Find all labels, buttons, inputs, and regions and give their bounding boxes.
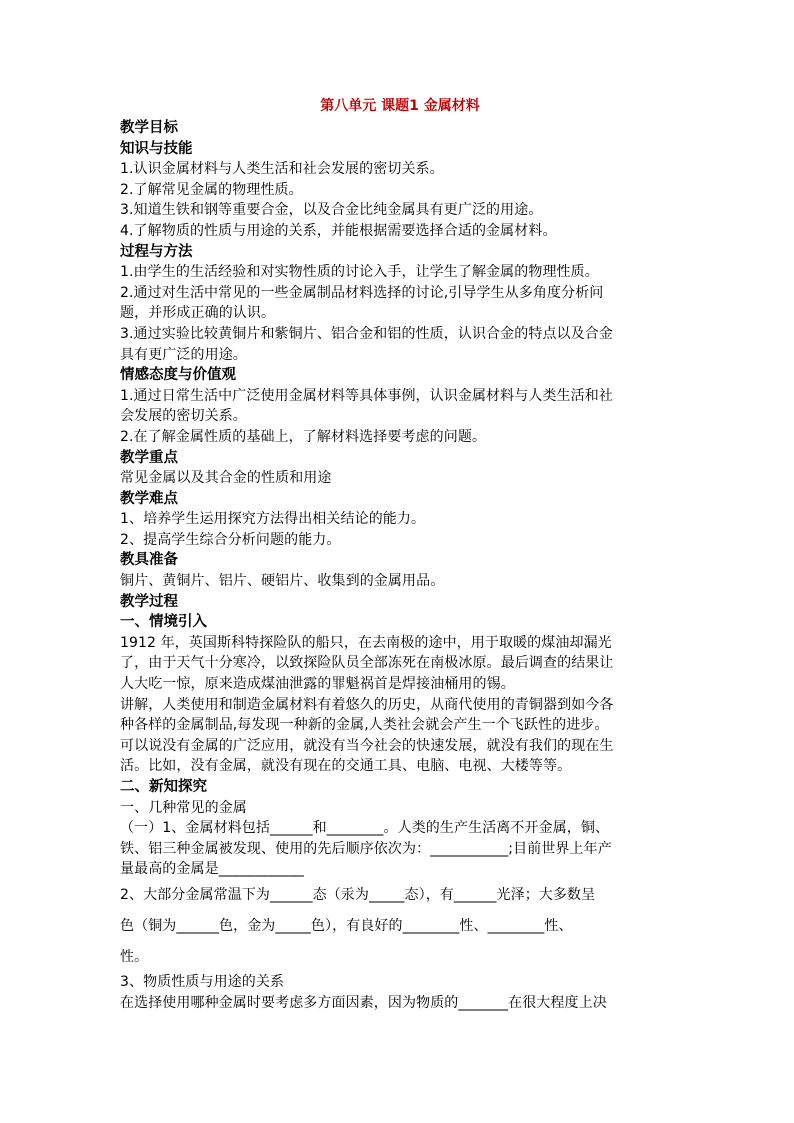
- text-line: 3.通过实验比较黄铜片和紫铜片、铝合金和铝的性质，认识合金的特点以及合金: [120, 325, 613, 342]
- text-line: 3.知道生铁和钢等重要合金，以及合金比纯金属具有更广泛的用途。: [120, 202, 543, 219]
- text-line: 2.了解常见金属的物理性质。: [120, 181, 303, 198]
- text-line: 人大吃一惊，原来造成煤油泄露的罪魁祸首是焊接油桶用的锡。: [120, 676, 515, 693]
- heading-difficulties: 教学难点: [120, 490, 178, 507]
- heading-teaching-goals: 教学目标: [120, 120, 178, 136]
- fill-in-question: 性。: [120, 948, 149, 965]
- fill-in-question: （一）1、金属材料包括______和________。人类的生产生活离不开金属，铜、: [120, 820, 610, 837]
- heading-knowledge-skills: 知识与技能: [120, 140, 193, 157]
- text-line: 4.了解物质的性质与用途的关系，并能根据需要选择合适的金属材料。: [120, 222, 557, 239]
- text-line: 种各样的金属制品,每发现一种新的金属,人类社会就会产生一个飞跃性的进步。: [120, 717, 609, 734]
- page-title: 第八单元 课题1 金属材料: [320, 98, 480, 114]
- heading-attitude-values: 情感态度与价值观: [120, 367, 236, 384]
- text-line: 1.由学生的生活经验和对实物性质的讨论入手，让学生了解金属的物理性质。: [120, 264, 599, 281]
- text-line: 常见金属以及其合金的性质和用途: [120, 470, 332, 487]
- heading-introduction: 一、情境引入: [120, 614, 207, 631]
- text-line: 一、几种常见的金属: [120, 799, 247, 816]
- text-line: 铜片、黄铜片、铝片、硬铝片、收集到的金属用品。: [120, 573, 445, 590]
- text-line: 1912 年，英国斯科特探险队的船只，在去南极的途中，用于取暖的煤油却漏光: [120, 634, 612, 651]
- document-page: [120, 96, 680, 1013]
- fill-in-question: 2、大部分金属常温下为______态（汞为_____态），有______光泽；大多数呈: [120, 886, 596, 903]
- text-line: 了，由于天气十分寒冷，以致探险队员全部冻死在南极冰原。最后调查的结果让: [120, 655, 614, 672]
- text-line: 2.在了解金属性质的基础上，了解材料选择要考虑的问题。: [120, 428, 487, 445]
- heading-new-knowledge: 二、新知探究: [120, 779, 207, 795]
- text-line: 题，并形成正确的认识。: [120, 305, 276, 322]
- heading-key-points: 教学重点: [120, 449, 178, 466]
- text-line: 讲解，人类使用和制造金属材料有着悠久的历史，从商代使用的青铜器到如今各: [120, 696, 614, 713]
- text-line: 在选择使用哪种金属时要考虑多方面因素，因为物质的_______在很大程度上决: [120, 994, 607, 1011]
- heading-process-method: 过程与方法: [120, 243, 193, 260]
- text-line: 3、物质性质与用途的关系: [120, 973, 285, 990]
- fill-in-question: 色（铜为______色，金为_____色），有良好的________性、________性、: [120, 917, 573, 934]
- heading-materials: 教具准备: [120, 552, 178, 569]
- text-line: 会发展的密切关系。: [120, 408, 247, 425]
- fill-in-question: 铁、铝三种金属被发现、使用的先后顺序依次为：___________;目前世界上年产: [120, 840, 612, 857]
- text-line: 2.通过对生活中常见的一些金属制品材料选择的讨论,引导学生从多角度分析问: [120, 284, 604, 301]
- text-line: 2、提高学生综合分析问题的能力。: [120, 531, 341, 548]
- text-line: 具有更广泛的用途。: [120, 346, 247, 363]
- text-line: 1.通过日常生活中广泛使用金属材料等具体事例，认识金属材料与人类生活和社: [120, 387, 613, 404]
- text-line: 1、培养学生运用探究方法得出相关结论的能力。: [120, 511, 426, 528]
- heading-teaching-process: 教学过程: [120, 593, 178, 610]
- text-line: 活。比如，没有金属，就没有现在的交通工具、电脑、电视、大楼等等。: [120, 758, 572, 775]
- text-line: 1.认识金属材料与人类生活和社会发展的密切关系。: [120, 161, 444, 178]
- fill-in-question: 量最高的金属是____________: [120, 861, 304, 878]
- text-line: 可以说没有金属的广泛应用，就没有当今社会的快速发展，就没有我们的现在生: [120, 737, 614, 754]
